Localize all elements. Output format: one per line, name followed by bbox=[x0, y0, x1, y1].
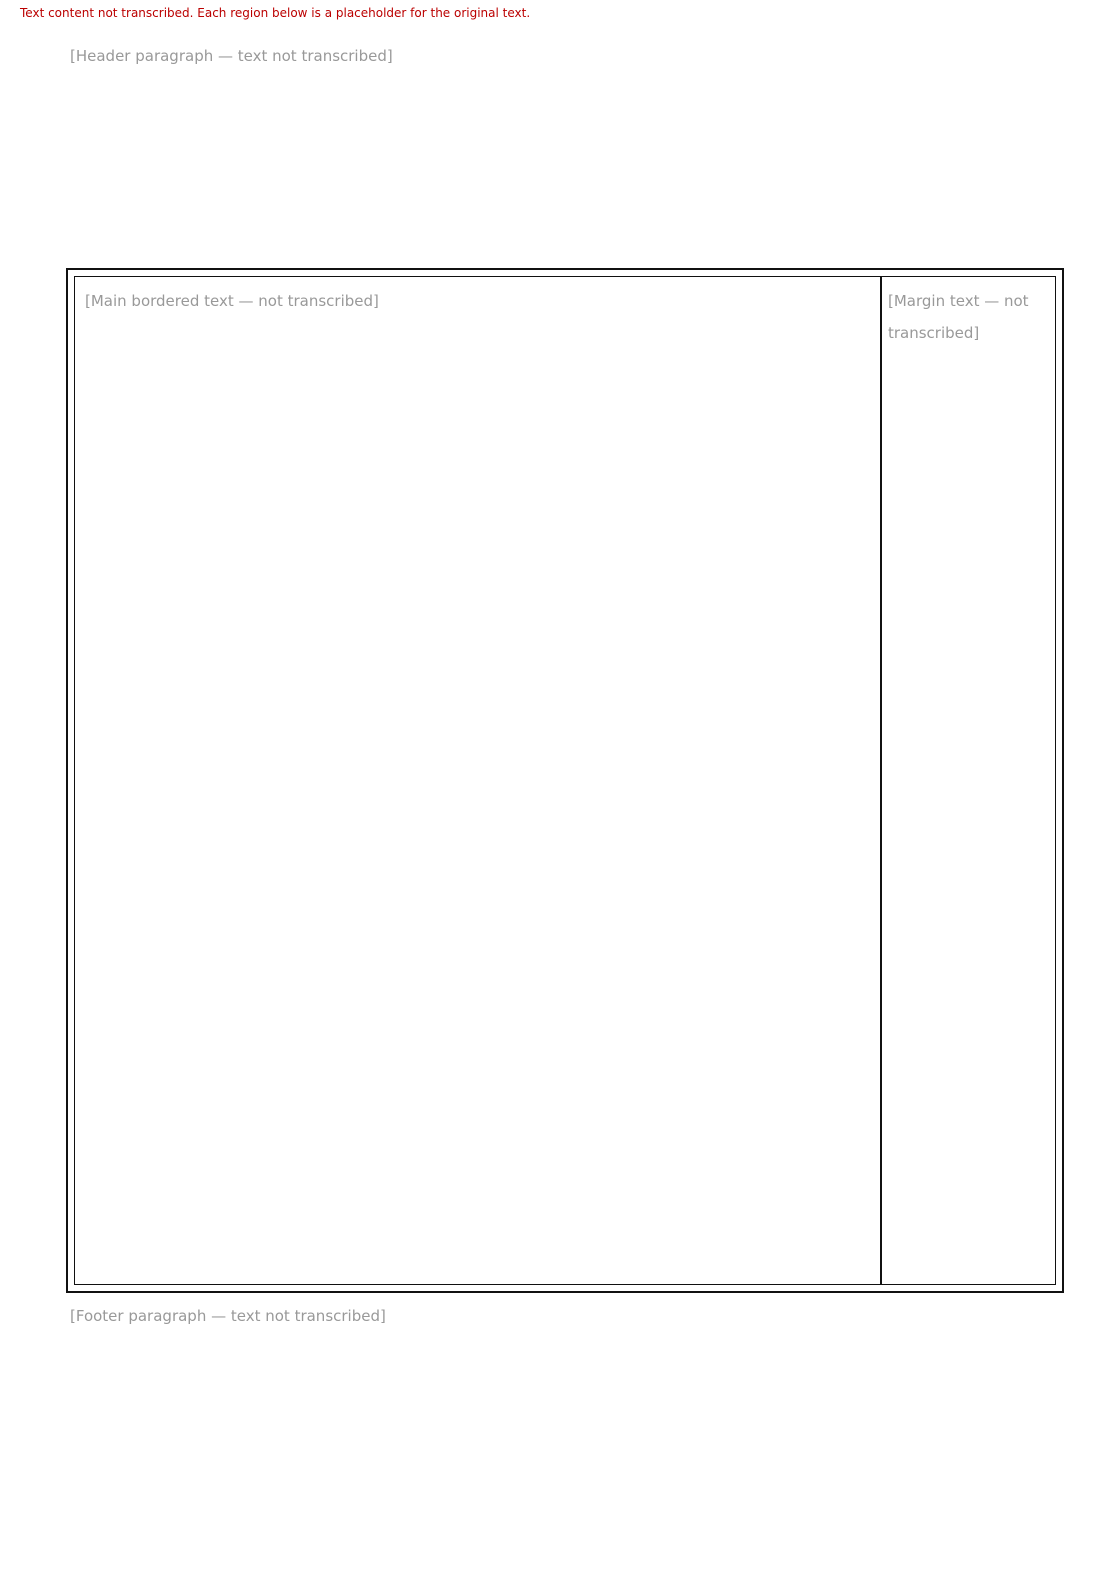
main-frame bbox=[66, 268, 1064, 1293]
footer-paragraph: [Footer paragraph — text not transcribed] bbox=[70, 1307, 386, 1325]
transcription-notice: Text content not transcribed. Each region below is a placeholder for the original text. bbox=[20, 6, 531, 20]
main-inner bbox=[74, 276, 1056, 1285]
header-paragraph: [Header paragraph — text not transcribed] bbox=[70, 47, 393, 65]
main-column: [Main bordered text — not transcribed] bbox=[85, 292, 379, 310]
side-column: [Margin text — not transcribed] bbox=[880, 277, 1060, 1284]
